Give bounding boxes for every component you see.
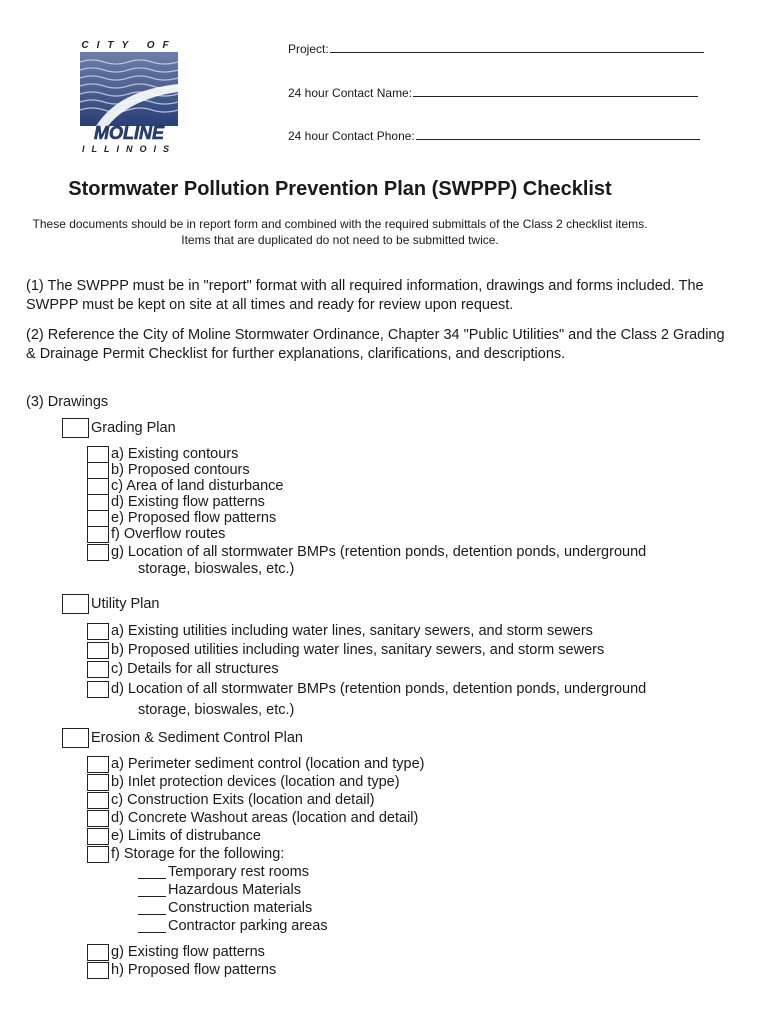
- page-subtitle: These documents should be in report form and combined with the required submittals of the Class 2 checklist items. Items that are duplicated do not need to be submitted twice.: [32, 217, 648, 247]
- checklist-item[interactable]: [87, 526, 225, 543]
- contact-phone-label: 24 hour Contact Phone:: [288, 129, 415, 143]
- logo-top-text: CITY OF: [81, 40, 177, 51]
- paragraph-2: (2) Reference the City of Moline Stormwater Ordinance, Chapter 34 "Public Utilities" and the Class 2 Grading & Drainage Permit Checklist for further explanations, clarifications, and descriptions.: [26, 327, 725, 362]
- page-title: Stormwater Pollution Prevention Plan (SWPPP) Checklist: [68, 178, 612, 200]
- contact-phone-line[interactable]: [416, 127, 700, 140]
- erosion-plan-row[interactable]: [62, 728, 303, 748]
- checkbox[interactable]: [87, 681, 109, 698]
- grading-plan-checkbox[interactable]: [62, 418, 89, 438]
- item-label: c) Area of land disturbance: [111, 478, 284, 494]
- checkbox[interactable]: [87, 962, 109, 979]
- checklist-item[interactable]: [87, 623, 593, 640]
- checklist-item[interactable]: [87, 446, 238, 463]
- paragraph-1: (1) The SWPPP must be in "report" format with all required information, drawings and forms included. The SWPPP must be kept on site at all times and ready for review upon request.: [26, 278, 704, 313]
- checklist-item[interactable]: [87, 681, 646, 698]
- checkbox[interactable]: [87, 510, 109, 527]
- checkbox[interactable]: [87, 544, 109, 561]
- logo-bottom-text: ILLINOIS: [82, 144, 176, 154]
- utility-plan-row[interactable]: [62, 594, 160, 614]
- item-label: a) Existing utilities including water lines, sanitary sewers, and storm sewers: [111, 623, 593, 639]
- checklist-item[interactable]: [87, 478, 284, 495]
- checklist-item[interactable]: [87, 774, 400, 791]
- item-label: c) Construction Exits (location and detail): [111, 792, 375, 808]
- storage-label: Temporary rest rooms: [168, 864, 310, 880]
- item-label: a) Perimeter sediment control (location and type): [111, 756, 425, 772]
- item-label: d) Existing flow patterns: [111, 494, 265, 510]
- checkbox[interactable]: [87, 828, 109, 845]
- checkbox[interactable]: [87, 774, 109, 791]
- contact-name-label: 24 hour Contact Name:: [288, 86, 413, 100]
- contact-name-field[interactable]: [288, 84, 698, 100]
- item-label: g) Existing flow patterns: [111, 944, 265, 960]
- checkbox[interactable]: [87, 846, 109, 863]
- item-continuation: storage, bioswales, etc.): [138, 561, 295, 577]
- project-label: Project:: [288, 42, 329, 56]
- item-label: d) Concrete Washout areas (location and detail): [111, 810, 419, 826]
- item-label: c) Details for all structures: [111, 661, 279, 677]
- paragraph-3: (3) Drawings: [26, 394, 109, 410]
- checkbox[interactable]: [87, 462, 109, 479]
- item-label: e) Proposed flow patterns: [111, 510, 277, 526]
- item-label: e) Limits of distrubance: [111, 828, 261, 844]
- storage-item[interactable]: [138, 882, 301, 899]
- checkbox[interactable]: [87, 623, 109, 640]
- checkbox[interactable]: [87, 756, 109, 773]
- checklist-item[interactable]: [87, 494, 265, 511]
- checkbox[interactable]: [87, 478, 109, 495]
- item-label: f) Storage for the following:: [111, 846, 285, 862]
- blank-line[interactable]: [138, 864, 166, 879]
- item-label: d) Location of all stormwater BMPs (retention ponds, detention ponds, underground: [111, 681, 647, 697]
- contact-phone-field[interactable]: [288, 127, 700, 143]
- checkbox[interactable]: [87, 792, 109, 809]
- erosion-plan-label: Erosion & Sediment Control Plan: [91, 730, 303, 746]
- checklist-item[interactable]: [87, 810, 418, 827]
- storage-label: Contractor parking areas: [168, 918, 328, 934]
- storage-item[interactable]: [138, 918, 328, 935]
- checkbox[interactable]: [87, 446, 109, 463]
- grading-plan-label: Grading Plan: [91, 420, 176, 436]
- checklist-item[interactable]: [87, 462, 250, 479]
- utility-plan-label: Utility Plan: [91, 596, 160, 612]
- checkbox[interactable]: [87, 944, 109, 961]
- checklist-item[interactable]: [87, 756, 425, 773]
- checklist-item[interactable]: [87, 661, 279, 678]
- erosion-plan-checkbox[interactable]: [62, 728, 89, 748]
- storage-item[interactable]: [138, 900, 312, 917]
- project-line[interactable]: [330, 40, 704, 53]
- item-label: f) Overflow routes: [111, 526, 226, 542]
- checklist-item[interactable]: [87, 792, 375, 809]
- blank-line[interactable]: [138, 918, 166, 933]
- item-label: h) Proposed flow patterns: [111, 962, 277, 978]
- contact-name-line[interactable]: [413, 84, 698, 97]
- logo-name-text: MOLINE: [94, 123, 164, 143]
- checkbox[interactable]: [87, 494, 109, 511]
- checklist-item[interactable]: [87, 510, 276, 527]
- checkbox[interactable]: [87, 661, 109, 678]
- item-label: b) Inlet protection devices (location and type): [111, 774, 400, 790]
- item-label: b) Proposed utilities including water lines, sanitary sewers, and storm sewers: [111, 642, 605, 658]
- checklist-item[interactable]: [87, 846, 284, 863]
- checkbox[interactable]: [87, 642, 109, 659]
- checkbox[interactable]: [87, 526, 109, 543]
- checklist-item[interactable]: [87, 944, 265, 961]
- blank-line[interactable]: [138, 900, 166, 915]
- checklist-item[interactable]: [87, 828, 261, 845]
- city-of-moline-logo: [74, 38, 184, 156]
- checklist-item[interactable]: [87, 642, 604, 659]
- item-label: g) Location of all stormwater BMPs (retention ponds, detention ponds, underground: [111, 544, 647, 560]
- checklist-item[interactable]: [87, 962, 276, 979]
- item-label: a) Existing contours: [111, 446, 239, 462]
- storage-item[interactable]: [138, 864, 309, 881]
- checkbox[interactable]: [87, 810, 109, 827]
- project-field[interactable]: [288, 40, 704, 56]
- item-label: b) Proposed contours: [111, 462, 250, 478]
- storage-label: Construction materials: [168, 900, 313, 916]
- blank-line[interactable]: [138, 882, 166, 897]
- storage-label: Hazardous Materials: [168, 882, 301, 898]
- item-continuation: storage, bioswales, etc.): [138, 702, 295, 718]
- utility-plan-checkbox[interactable]: [62, 594, 89, 614]
- grading-plan-row[interactable]: [62, 418, 176, 438]
- checklist-item[interactable]: [87, 544, 646, 561]
